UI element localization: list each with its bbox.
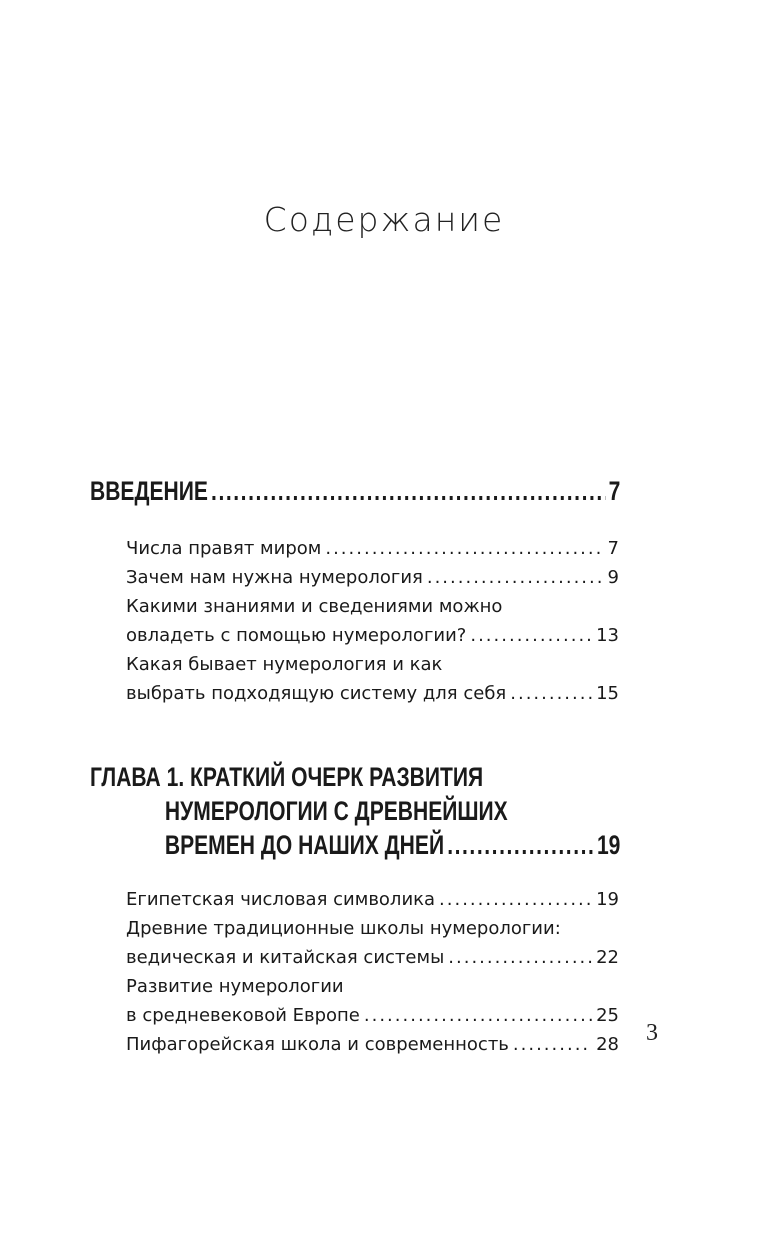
toc-entry-title-line: Древние традиционные школы нумерологии: bbox=[126, 918, 561, 939]
toc-entry[interactable] bbox=[126, 563, 619, 592]
toc-entry-page: 25 bbox=[596, 1005, 619, 1026]
toc-entry[interactable] bbox=[126, 592, 619, 650]
toc-entry[interactable] bbox=[126, 972, 619, 1030]
toc-entry-page: 13 bbox=[596, 625, 619, 646]
dot-leader bbox=[211, 474, 606, 508]
toc-entry-title: овладеть с помощью нумерологии? bbox=[126, 625, 467, 646]
toc-entry[interactable] bbox=[126, 534, 619, 563]
dot-leader bbox=[448, 943, 592, 972]
toc-entry-page: 28 bbox=[596, 1034, 619, 1055]
toc-entry-page: 19 bbox=[596, 889, 619, 910]
dot-leader bbox=[427, 563, 604, 592]
toc-entry-page: 7 bbox=[607, 538, 619, 559]
toc-entry-title-line: Какими знаниями и сведениями можно bbox=[126, 596, 503, 617]
toc-entry[interactable] bbox=[126, 914, 619, 972]
toc-intro-entries bbox=[126, 534, 619, 708]
toc-chapter1-entries bbox=[126, 885, 619, 1059]
toc-heading-intro-title: ВВЕДЕНИЕ bbox=[90, 476, 208, 506]
toc-entry-title: в средневековой Европе bbox=[126, 1005, 360, 1026]
toc-entry-title-line: Какая бывает нумерология и как bbox=[126, 654, 443, 675]
dot-leader bbox=[513, 1030, 592, 1059]
toc-entry-page: 22 bbox=[596, 947, 619, 968]
toc-entry-page: 9 bbox=[607, 567, 619, 588]
toc-entry-title: Числа правят миром bbox=[126, 538, 322, 559]
toc-entry-page: 15 bbox=[596, 683, 619, 704]
toc-entry[interactable] bbox=[126, 885, 619, 914]
toc-entry-title: Зачем нам нужна нумерология bbox=[126, 567, 423, 588]
toc-heading-chapter1-line1: ГЛАВА 1. КРАТКИЙ ОЧЕРК РАЗВИТИЯ bbox=[90, 762, 484, 792]
dot-leader bbox=[510, 679, 592, 708]
toc-heading-chapter1-page: 19 bbox=[596, 830, 621, 860]
toc-entry-title: Египетская числовая символика bbox=[126, 889, 436, 910]
toc-entry[interactable] bbox=[126, 650, 619, 708]
dot-leader bbox=[364, 1001, 592, 1030]
dot-leader bbox=[447, 828, 594, 862]
toc-heading-intro[interactable] bbox=[90, 474, 620, 508]
page-title: Содержание bbox=[263, 200, 505, 239]
toc-heading-chapter1[interactable] bbox=[90, 760, 620, 862]
toc-heading-chapter1-line3: ВРЕМЕН ДО НАШИХ ДНЕЙ bbox=[164, 830, 445, 860]
dot-leader bbox=[325, 534, 603, 563]
toc-entry[interactable] bbox=[126, 1030, 619, 1059]
toc-entry-title: выбрать подходящую систему для себя bbox=[126, 683, 507, 704]
toc-entry-title-line: Развитие нумерологии bbox=[126, 976, 344, 997]
page-number: 3 bbox=[646, 1020, 658, 1046]
toc-heading-chapter1-line2: НУМЕРОЛОГИИ С ДРЕВНЕЙШИХ bbox=[164, 796, 508, 826]
dot-leader bbox=[439, 885, 592, 914]
dot-leader bbox=[470, 621, 592, 650]
toc-entry-title: Пифагорейская школа и современность bbox=[126, 1034, 509, 1055]
toc-heading-intro-page: 7 bbox=[608, 476, 621, 506]
toc-entry-title: ведическая и китайская системы bbox=[126, 947, 445, 968]
